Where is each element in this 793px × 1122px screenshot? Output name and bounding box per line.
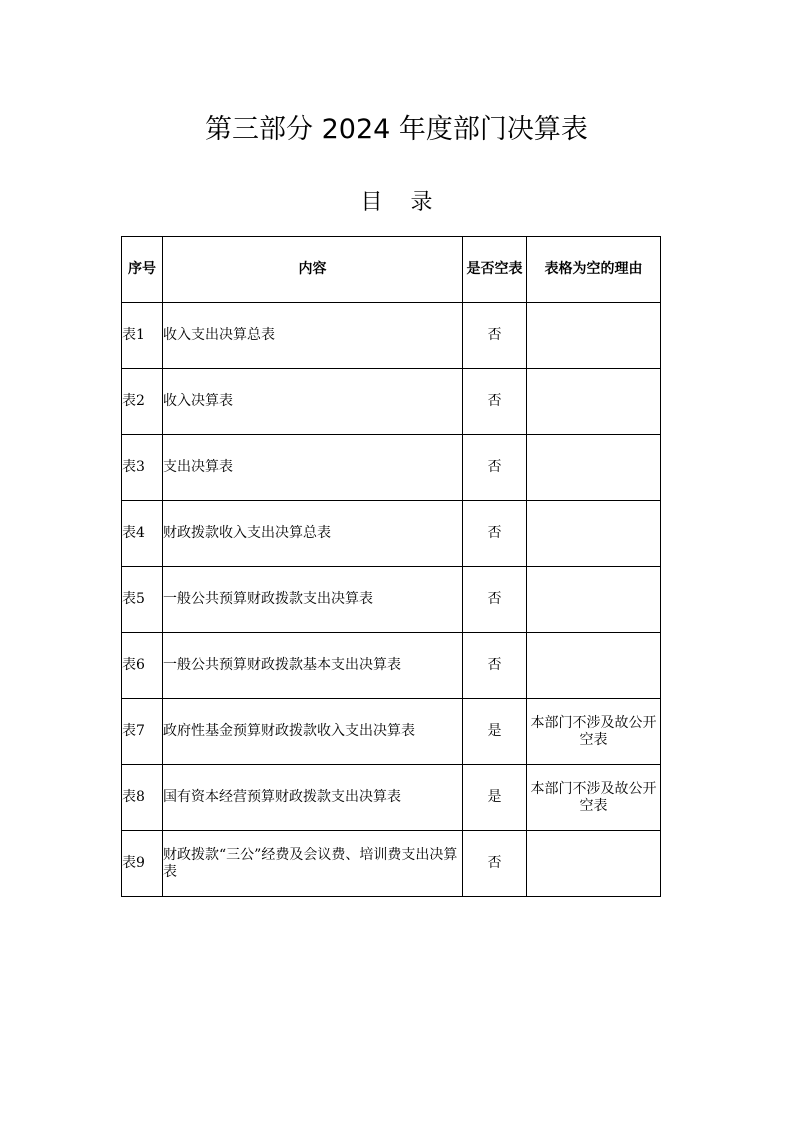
row-seq: 表8 — [122, 765, 163, 831]
row-reason — [527, 633, 661, 699]
row-is-empty: 否 — [463, 633, 527, 699]
row-reason: 本部门不涉及故公开空表 — [527, 765, 661, 831]
table-row — [122, 501, 661, 567]
row-seq: 表3 — [122, 435, 163, 501]
table-row — [122, 369, 661, 435]
row-seq: 表2 — [122, 369, 163, 435]
row-reason — [527, 831, 661, 897]
row-content: 支出决算表 — [163, 435, 463, 501]
row-seq: 表9 — [122, 831, 163, 897]
row-content: 收入决算表 — [163, 369, 463, 435]
table-row — [122, 765, 661, 831]
row-is-empty: 否 — [463, 567, 527, 633]
row-seq: 表4 — [122, 501, 163, 567]
row-content: 一般公共预算财政拨款支出决算表 — [163, 567, 463, 633]
row-content: 财政拨款“三公”经费及会议费、培训费支出决算表 — [163, 831, 463, 897]
row-is-empty: 否 — [463, 435, 527, 501]
table-header-row — [122, 237, 661, 303]
document-title: 第三部分 2024 年度部门决算表 — [205, 114, 588, 145]
header-reason: 表格为空的理由 — [527, 237, 661, 303]
row-is-empty: 否 — [463, 369, 527, 435]
row-reason — [527, 501, 661, 567]
table-row — [122, 567, 661, 633]
row-is-empty: 否 — [463, 303, 527, 369]
row-seq: 表5 — [122, 567, 163, 633]
table-row — [122, 435, 661, 501]
row-reason — [527, 435, 661, 501]
table-row — [122, 699, 661, 765]
row-content: 国有资本经营预算财政拨款支出决算表 — [163, 765, 463, 831]
toc-table — [121, 236, 661, 897]
row-reason — [527, 567, 661, 633]
header-content: 内容 — [163, 237, 463, 303]
row-seq: 表1 — [122, 303, 163, 369]
row-reason — [527, 369, 661, 435]
row-content: 财政拨款收入支出决算总表 — [163, 501, 463, 567]
row-seq: 表7 — [122, 699, 163, 765]
header-seq: 序号 — [122, 237, 163, 303]
table-row — [122, 831, 661, 897]
row-reason: 本部门不涉及故公开空表 — [527, 699, 661, 765]
row-is-empty: 是 — [463, 765, 527, 831]
table-row — [122, 303, 661, 369]
row-reason — [527, 303, 661, 369]
table-row — [122, 633, 661, 699]
row-is-empty: 是 — [463, 699, 527, 765]
toc-heading: 目录 — [360, 190, 461, 215]
row-seq: 表6 — [122, 633, 163, 699]
row-content: 收入支出决算总表 — [163, 303, 463, 369]
row-content: 一般公共预算财政拨款基本支出决算表 — [163, 633, 463, 699]
row-is-empty: 否 — [463, 501, 527, 567]
row-is-empty: 否 — [463, 831, 527, 897]
row-content: 政府性基金预算财政拨款收入支出决算表 — [163, 699, 463, 765]
header-is-empty: 是否空表 — [463, 237, 527, 303]
